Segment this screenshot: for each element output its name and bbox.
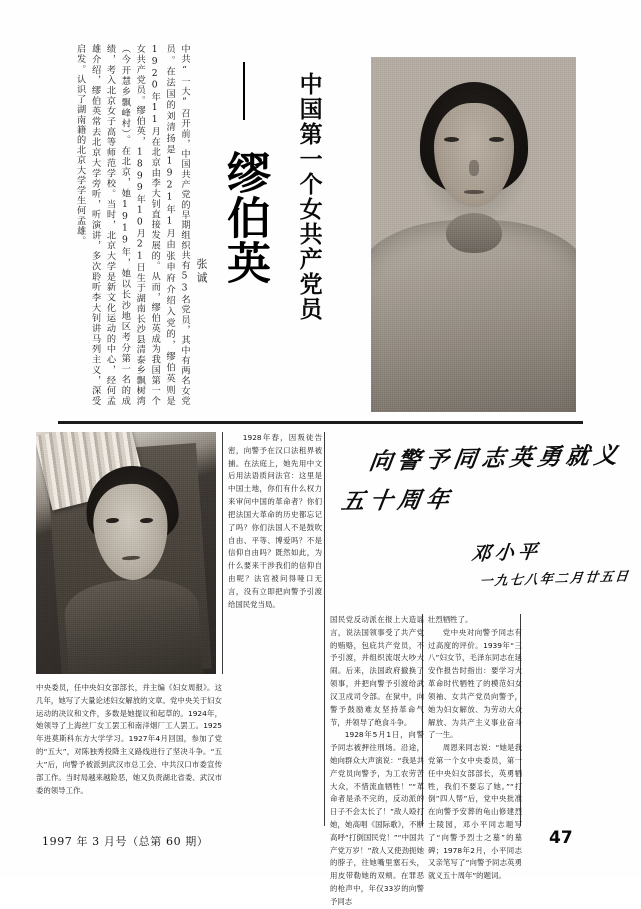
body-paragraph: 壮烈牺牲了。 [428, 615, 473, 624]
body-column-a [228, 432, 322, 611]
article-header-section [0, 0, 641, 418]
footer-page-number: 47 [549, 828, 573, 848]
calligraphy-line-1: 向警予同志英勇就义 [367, 441, 624, 476]
portrait-photo-bottom [36, 432, 216, 674]
body-column-b [330, 614, 424, 909]
body-paragraph: 1928年春，因叛徒告密，向警予在汉口法租界被捕。在法庭上，她先用中文后用法语质问法官：这里是中国土地，你们有什么权力来审问中国的革命者？你们把法国大革命的历史都忘记了吗？你们法国人不是鼓吹自由、平等、博爱吗？不是信仰自由吗？既然如此，为什么要来干涉我们的信仰自由呢？法官被问得哑口无言，没有立即把向警予引渡给国民党当局。 [228, 433, 322, 609]
footer-issue-label: 1997 年 3 月号（总第 60 期） [42, 835, 209, 848]
body-paragraph: 周恩来同志说：“她是我党第一个女中央委员，第一任中央妇女部部长，英勇牺牲，我们不要忘了她。”“打倒”四人帮”后，党中央批准在向警予安葬的龟山修建烈士陵园，邓小平同志题写了“向警予烈士之墓”的墓碑；1978年2月，小平同志又亲笔写了“向警予同志英勇就义五十周年”的题词。 [428, 743, 522, 881]
intro-vertical-text [36, 44, 191, 406]
calligraphy-date: 一九七八年二月廿五日 [478, 569, 631, 590]
column-separator-2 [324, 432, 325, 826]
section-divider-rule [58, 421, 583, 424]
photo-grain-overlay [371, 57, 576, 412]
calligraphy-inscription [339, 440, 631, 610]
portrait-photo-top [371, 57, 576, 412]
article-author: 张诚 [195, 258, 208, 286]
calligraphy-signature: 邓小平 [470, 540, 543, 566]
body-paragraph: 党中央对向警予同志有过高度的评价。1939年“三八”妇女节，毛泽东同志在延安作报告时指出：要学习大革命时代牺牲了的模范妇女领袖、女共产党员向警予，她为妇女解放、为劳动大众解放、为共产主义事业奋斗了一生。 [428, 627, 522, 740]
article-kicker-title: 中国第一个女共产党员 [295, 72, 322, 322]
title-vertical-rule [243, 62, 245, 120]
body-lower-left [36, 682, 222, 797]
intro-paragraph: 中共“一大”召开前，中国共产党的早期组织共有53名党员，其中有两名女党员。在法国的刘清扬是1921年1月由张申府介绍入党的，缪伯英则是1920年11月在北京由李大钊直接发展的。从而，缪伯英成为我国第一个女共产党员。缪伯英，1899年10月21日生于湖南长沙县清泰乡飘树湾（今开慧乡飘峰村）。在北京，她1919年，她以长沙地区考分第一名的成绩，考入北京女子高等师范学校。当时，北京大学是新文化运动的中心，经何孟雄介绍，缪伯英常去北京大学旁听，听演讲，多次聆听李大钊讲马列主义，深受启发。认识了湖南籍的北京大学学生何孟雄。 [74, 44, 190, 406]
calligraphy-line-2: 五十周年 [339, 486, 456, 515]
body-paragraph: 国民党反动派在报上大造谣言，说法国领事受了共产党的贿赂，包庇共产党员，不予引渡，并组织流氓大吵大闹。后来，法国政府撤换了领事，并把向警予引渡给武汉卫戍司令部。在狱中，向警予鼓励难友坚持革命气节，并领导了绝食斗争。 [330, 615, 424, 727]
column-separator-1 [222, 432, 223, 674]
body-column-c [428, 614, 522, 883]
body-paragraph: 中央委员，任中央妇女部部长，并主编《妇女周报》。这几年，她写了大量论述妇女解放的文章。党中央关于妇女运动的决议和文件，多数是她提议和起草的。1924年，她领导了上海丝厂女工罢工和南洋烟厂工人罢工。1925年进莫斯科东方大学学习。1927年4月回国，参加了党的“五大”，对陈独秀投降主义路线进行了坚决斗争。“五大”后，向警予被派到武汉市总工会、中共汉口市委宣传部工作。当时局越来越险恶，她又负责湖北省委、武汉市委的领导工作。 [36, 683, 222, 795]
photo-grain-overlay [36, 432, 216, 674]
body-paragraph: 1928年5月1日，向警予同志被押往刑场。沿途，她向群众大声演说：“我是共产党员向警予，为工农劳苦大众，不惜流血牺牲！”“革命者是杀不完的，反动派的日子不会太长了！”敌人殴打她，她高唱《国际歌》，不断高呼“打倒国民党！”“中国共产党万岁！”敌人又使劲扼她的脖子，往她嘴里塞石头，用皮带勒她的双颊。在罪恶的枪声中，年仅33岁的向警予同志 [330, 730, 424, 906]
article-main-title: 缪伯英 [219, 150, 270, 285]
